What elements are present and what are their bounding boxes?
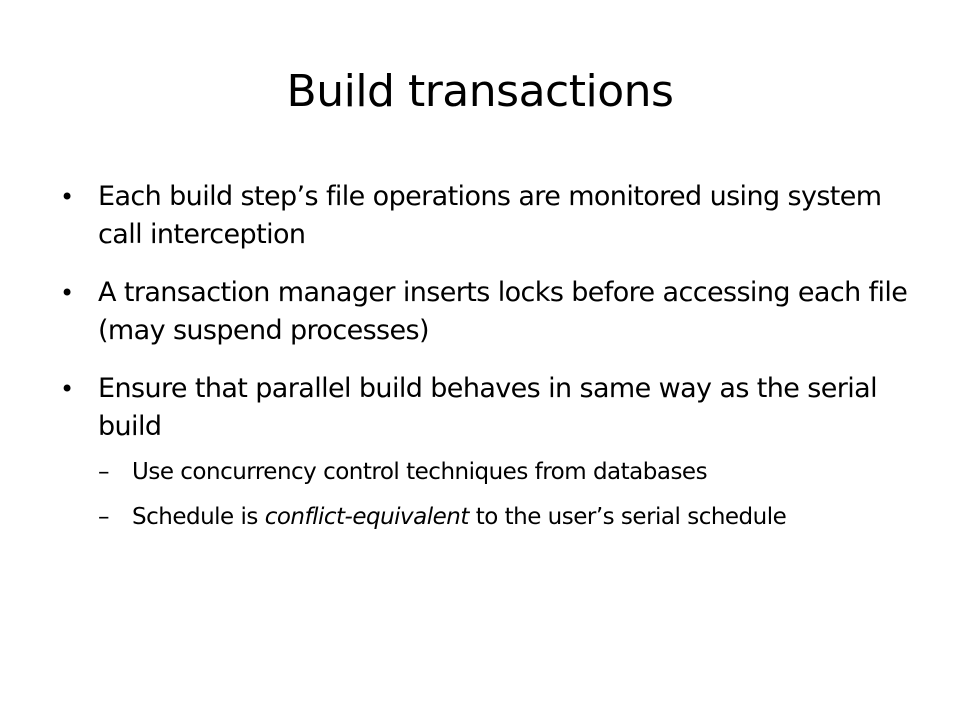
sub-bullet-group [60, 456, 910, 534]
sub-bullet-emphasis: conflict-equivalent [264, 504, 469, 530]
sub-bullet-item [60, 456, 910, 489]
sub-bullet-item [60, 501, 910, 534]
bullet-text: A transaction manager inserts locks before accessing each file (may suspend processes) [98, 277, 908, 346]
bullet-text: Ensure that parallel build behaves in same way as the serial build [98, 373, 878, 442]
bullet-icon: • [60, 279, 74, 307]
dash-icon: – [98, 504, 109, 530]
bullet-item [60, 274, 910, 350]
bullet-list [60, 178, 910, 546]
bullet-item [60, 178, 910, 254]
sub-bullet-text [132, 504, 786, 530]
bullet-item [60, 370, 910, 446]
bullet-icon: • [60, 375, 74, 403]
sub-bullet-list [60, 456, 910, 534]
slide-title: Build transactions [286, 66, 674, 117]
bullet-text: Each build step’s file operations are monitored using system call interception [98, 181, 882, 250]
bullet-icon: • [60, 183, 74, 211]
sub-bullet-text-after: to the user’s serial schedule [468, 504, 787, 530]
dash-icon: – [98, 459, 109, 485]
sub-bullet-text-before: Schedule is [132, 504, 265, 530]
sub-bullet-text: Use concurrency control techniques from databases [132, 459, 708, 485]
